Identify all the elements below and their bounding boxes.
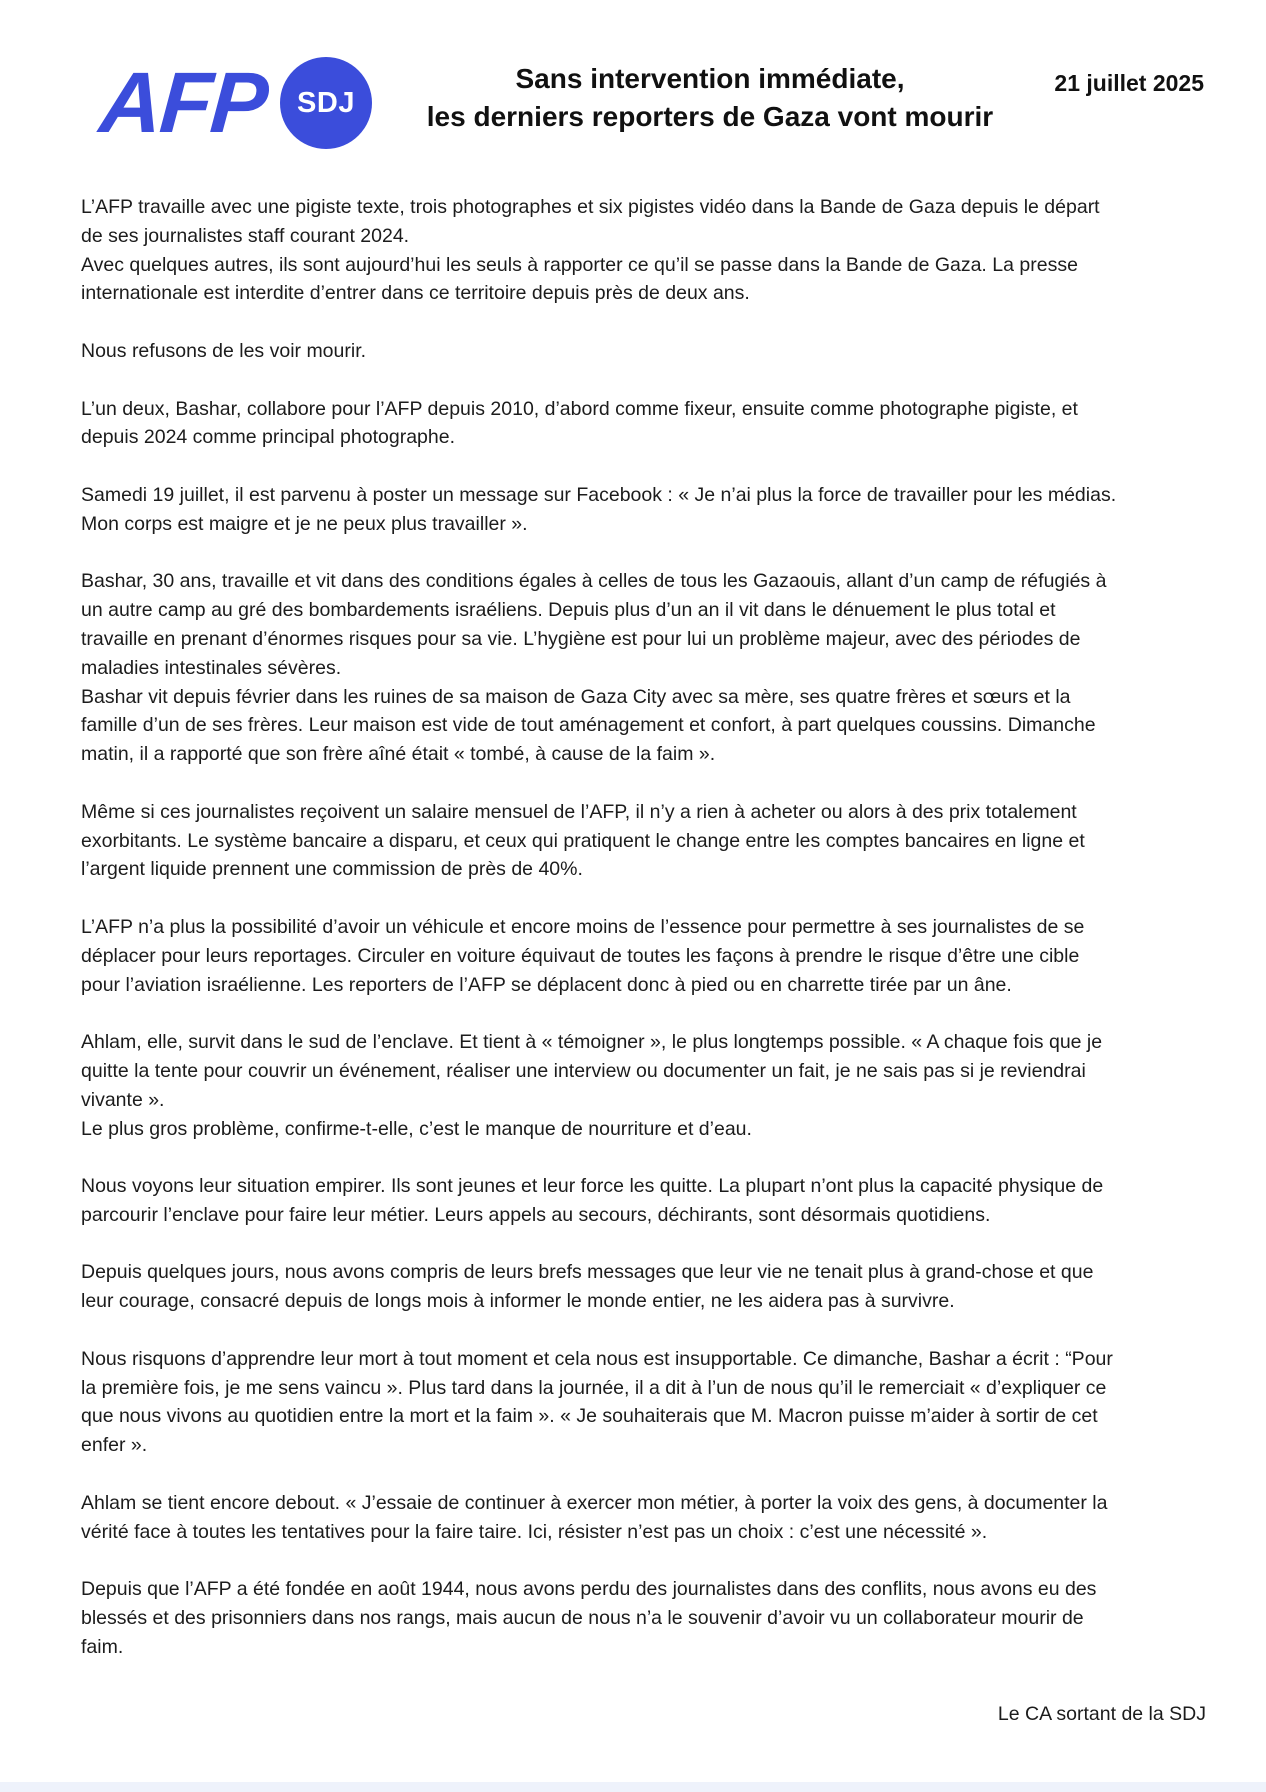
text-line: maladies intestinales sévères. xyxy=(81,656,342,679)
text-line: matin, il a rapporté que son frère aîné était « tombé, à cause de la faim ». xyxy=(81,743,716,766)
headline-line: Sans intervention immédiate, xyxy=(515,63,905,94)
paragraph xyxy=(81,481,1195,539)
text-line: L’AFP n’a plus la possibilité d’avoir un véhicule et encore moins de l’essence pour permettre à ses journalistes de se xyxy=(81,915,1085,938)
paragraph xyxy=(81,913,1195,999)
text-line: vivante ». xyxy=(81,1088,165,1111)
text-line: Nous voyons leur situation empirer. Ils sont jeunes et leur force les quitte. La plupart n’ont plus la capacité physique de xyxy=(81,1175,1104,1198)
text-line: Avec quelques autres, ils sont aujourd’hui les seuls à rapporter ce qu’il se passe dans la Bande de Gaza. La presse xyxy=(81,253,1078,276)
text-line: Bashar vit depuis février dans les ruines de sa maison de Gaza City avec sa mère, ses quatre frères et sœurs et la xyxy=(81,685,1071,708)
afp-sdj-logo xyxy=(96,55,372,151)
paragraph xyxy=(81,395,1195,453)
text-line: parcourir l’enclave pour faire leur métier. Leurs appels au secours, déchirants, sont désormais quotidiens. xyxy=(81,1203,991,1226)
text-line: Nous refusons de les voir mourir. xyxy=(81,339,367,362)
paragraph xyxy=(81,1258,1195,1316)
text-line: Nous risquons d’apprendre leur mort à tout moment et cela nous est insupportable. Ce dimanche, Bashar a écrit : “Pour xyxy=(81,1347,1113,1370)
page-bottom-edge xyxy=(0,1782,1266,1792)
text-line: déplacer pour leurs reportages. Circuler en voiture équivaut de toutes les façons à prendre le risque d’être une cible xyxy=(81,944,1080,967)
text-line: Ahlam, elle, survit dans le sud de l’enclave. Et tient à « témoigner », le plus longtemps possible. « A chaque fois que je xyxy=(81,1031,1103,1054)
paragraph xyxy=(81,1489,1195,1547)
text-line: L’AFP travaille avec une pigiste texte, trois photographes et six pigistes vidéo dans la Bande de Gaza depuis le départ xyxy=(81,196,1100,218)
text-line: que nous vivons au quotidien entre la mort et la faim ». « Je souhaiterais que M. Macron puisse m’aider à sortir de cet xyxy=(81,1405,1098,1428)
paragraph xyxy=(81,567,1195,769)
document-body xyxy=(81,193,1195,1690)
text-line: depuis 2024 comme principal photographe. xyxy=(81,426,455,449)
paragraph xyxy=(81,1575,1195,1661)
signature: Le CA sortant de la SDJ xyxy=(997,1703,1206,1725)
text-line: Le plus gros problème, confirme-t-elle, c’est le manque de nourriture et d’eau. xyxy=(81,1117,752,1140)
text-line: L’un deux, Bashar, collabore pour l’AFP depuis 2010, d’abord comme fixeur, ensuite comme photographe pigiste, et xyxy=(81,397,1078,420)
text-line: leur courage, consacré depuis de longs mois à informer le monde entier, ne les aidera pas à survivre. xyxy=(81,1290,955,1313)
text-line: enfer ». xyxy=(81,1434,148,1457)
text-line: vérité face à toutes les tentatives pour la faire taire. Ici, résister n’est pas un choix : c’est une nécessité ». xyxy=(81,1520,988,1543)
sdj-badge: SDJ xyxy=(280,57,372,149)
text-line: de ses journalistes staff courant 2024. xyxy=(81,224,410,247)
text-line: Samedi 19 juillet, il est parvenu à poster un message sur Facebook : « Je n’ai plus la force de travailler pour les médias. xyxy=(81,483,1117,506)
text-line: Bashar, 30 ans, travaille et vit dans des conditions égales à celles de tous les Gazaouis, allant d’un camp de réfugiés à xyxy=(81,570,1107,593)
text-line: l’argent liquide prennent une commission de près de 40%. xyxy=(81,858,583,881)
headline-line: les derniers reporters de Gaza vont mourir xyxy=(426,101,994,132)
text-line: la première fois, je me sens vaincu ». Plus tard dans la journée, il a dit à l’un de nous qu’il le remerciait « d’expliquer ce xyxy=(81,1376,1107,1399)
text-line: un autre camp au gré des bombardements israéliens. Depuis plus d’un an il vit dans le dénuement le plus total et xyxy=(81,599,1056,622)
text-line: exorbitants. Le système bancaire a disparu, et ceux qui pratiquent le change entre les comptes bancaires en ligne et xyxy=(81,829,1085,852)
text-line: Depuis que l’AFP a été fondée en août 1944, nous avons perdu des journalistes dans des conflits, nous avons eu des xyxy=(81,1578,1097,1601)
afp-logo-text: AFP xyxy=(96,55,270,151)
paragraph xyxy=(81,798,1195,884)
text-line: faim. xyxy=(81,1635,124,1658)
text-line: pour l’aviation israélienne. Les reporters de l’AFP se déplacent donc à pied ou en charrette tirée par un âne. xyxy=(81,973,1012,996)
paragraph xyxy=(81,337,1195,366)
text-line: Ahlam se tient encore debout. « J’essaie de continuer à exercer mon métier, à porter la voix des gens, à documenter la xyxy=(81,1491,1108,1514)
paragraph xyxy=(81,1345,1195,1460)
text-line: Depuis quelques jours, nous avons compris de leurs brefs messages que leur vie ne tenait plus à grand-chose et que xyxy=(81,1261,1094,1284)
text-line: Même si ces journalistes reçoivent un salaire mensuel de l’AFP, il n’y a rien à acheter ou alors à des prix totalement xyxy=(81,800,1077,823)
text-line: blessés et des prisonniers dans nos rangs, mais aucun de nous n’a le souvenir d’avoir vu un collaborateur mourir de xyxy=(81,1607,1084,1630)
paragraph xyxy=(81,1172,1195,1230)
headline xyxy=(400,60,1020,136)
text-line: internationale est interdite d’entrer dans ce territoire depuis près de deux ans. xyxy=(81,282,750,305)
text-line: travaille en prenant d’énormes risques pour sa vie. L’hygiène est pour lui un problème majeur, avec des périodes de xyxy=(81,627,1081,650)
paragraph xyxy=(81,1028,1195,1143)
text-line: Mon corps est maigre et je ne peux plus travailler ». xyxy=(81,512,528,535)
document-header xyxy=(0,0,1266,160)
paragraph xyxy=(81,193,1195,308)
document-date: 21 juillet 2025 xyxy=(1054,70,1204,96)
text-line: quitte la tente pour couvrir un événement, réaliser une interview ou documenter un fait, je ne sais pas si je reviendrai xyxy=(81,1059,1086,1082)
text-line: famille d’un de ses frères. Leur maison est vide de tout aménagement et confort, à part quelques coussins. Dimanche xyxy=(81,714,1096,737)
